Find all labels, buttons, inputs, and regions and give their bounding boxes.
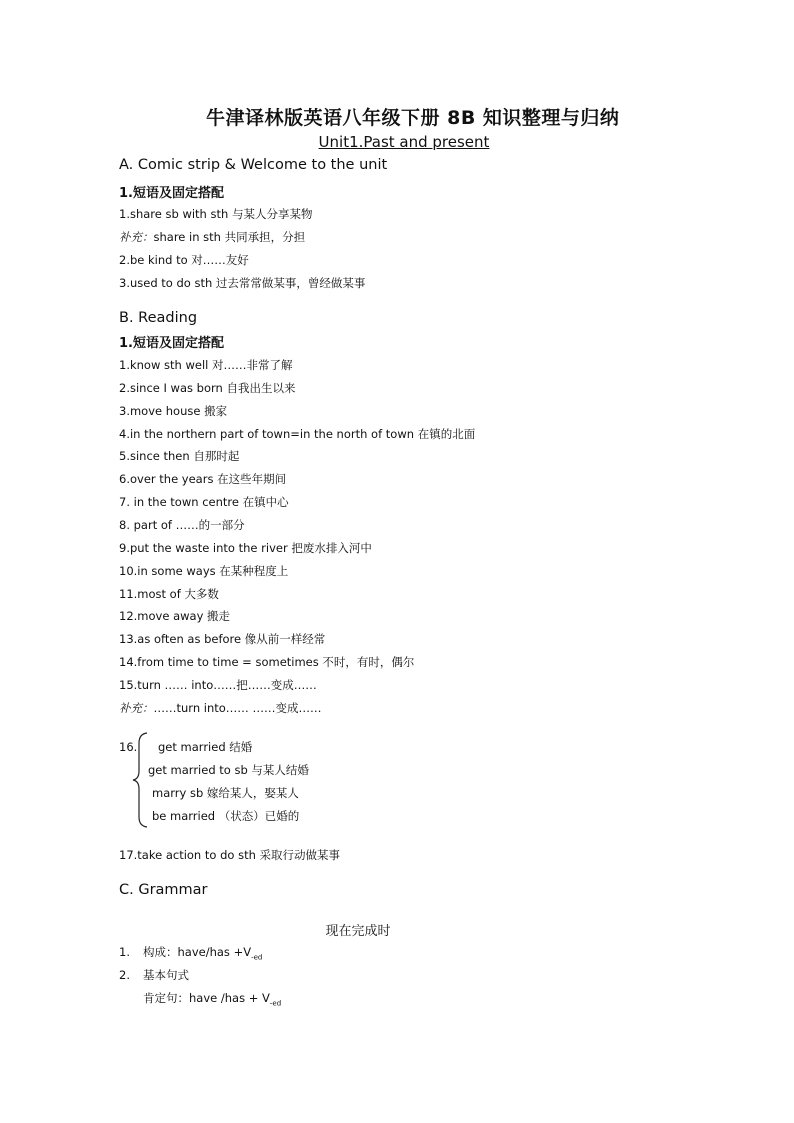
section-b-item: 6.over the years 在这些年期间 [119, 472, 287, 486]
supplement-label: 补充： [119, 701, 154, 715]
section-a-item: 1.share sb with sth 与某人分享某物 [119, 207, 313, 221]
list-number: 2. [119, 968, 130, 982]
section-b-item: 1.know sth well 对……非常了解 [119, 358, 293, 372]
section-a-heading: A. Comic strip & Welcome to the unit [119, 157, 388, 173]
affirmative-text: 肯定句：have /has + V [143, 991, 270, 1005]
grammar-list-item [119, 944, 262, 965]
brace-item: get married 结婚 [158, 740, 253, 754]
section-c-heading: C. Grammar [119, 882, 208, 898]
section-b-item: 10.in some ways 在某种程度上 [119, 564, 289, 578]
item-16-label: 16. [119, 740, 138, 754]
list-text: 构成：have/has +V [143, 945, 252, 959]
section-b-item: 12.move away 搬走 [119, 609, 231, 623]
document-title: 牛津译林版英语八年级下册 8B 知识整理与归纳 [206, 107, 620, 129]
supplement-text: ……turn into…… ……变成…… [153, 701, 322, 715]
section-a-supplement [119, 229, 305, 245]
list-number: 1. [119, 945, 130, 959]
affirmative-sentence [143, 990, 281, 1011]
section-b-item: 17.take action to do sth 采取行动做某事 [119, 848, 341, 862]
subscript: -ed [251, 953, 263, 962]
curly-brace-icon [131, 731, 151, 829]
section-b-item: 7. in the town centre 在镇中心 [119, 495, 289, 509]
section-b-item: 3.move house 搬家 [119, 404, 228, 418]
section-b-item: 14.from time to time = sometimes 不时，有时，偶尔 [119, 655, 415, 669]
subscript: -ed [269, 999, 282, 1008]
brace-item: marry sb 嫁给某人，娶某人 [152, 786, 299, 800]
section-a-item: 2.be kind to 对……友好 [119, 253, 249, 267]
section-b-item: 15.turn …… into……把……变成…… [119, 678, 317, 692]
brace-item: be married （状态）已婚的 [152, 809, 300, 823]
section-a-subheading: 1.短语及固定搭配 [119, 186, 224, 201]
brace-item: get married to sb 与某人结婚 [148, 763, 309, 777]
grammar-title: 现在完成时 [325, 924, 391, 939]
section-b-subheading: 1.短语及固定搭配 [119, 336, 224, 351]
section-a-item: 3.used to do sth 过去常常做某事，曾经做某事 [119, 276, 366, 290]
section-b-heading: B. Reading [119, 310, 198, 326]
section-b-item: 4.in the northern part of town=in the north of town 在镇的北面 [119, 427, 476, 441]
section-b-item: 11.most of 大多数 [119, 587, 219, 601]
supplement-label: 补充： [119, 230, 154, 244]
section-b-item: 13.as often as before 像从前一样经常 [119, 632, 326, 646]
section-b-item: 5.since then 自那时起 [119, 449, 240, 463]
section-b-item: 9.put the waste into the river 把废水排入河中 [119, 541, 372, 555]
list-text: 基本句式 [143, 968, 189, 982]
section-b-item: 8. part of ……的一部分 [119, 518, 245, 532]
section-b-item: 2.since I was born 自我出生以来 [119, 381, 296, 395]
grammar-list-item [119, 967, 189, 983]
unit-subtitle: Unit1.Past and present [318, 133, 490, 151]
section-b-supplement [119, 700, 321, 716]
supplement-text: share in sth 共同承担，分担 [153, 230, 306, 244]
